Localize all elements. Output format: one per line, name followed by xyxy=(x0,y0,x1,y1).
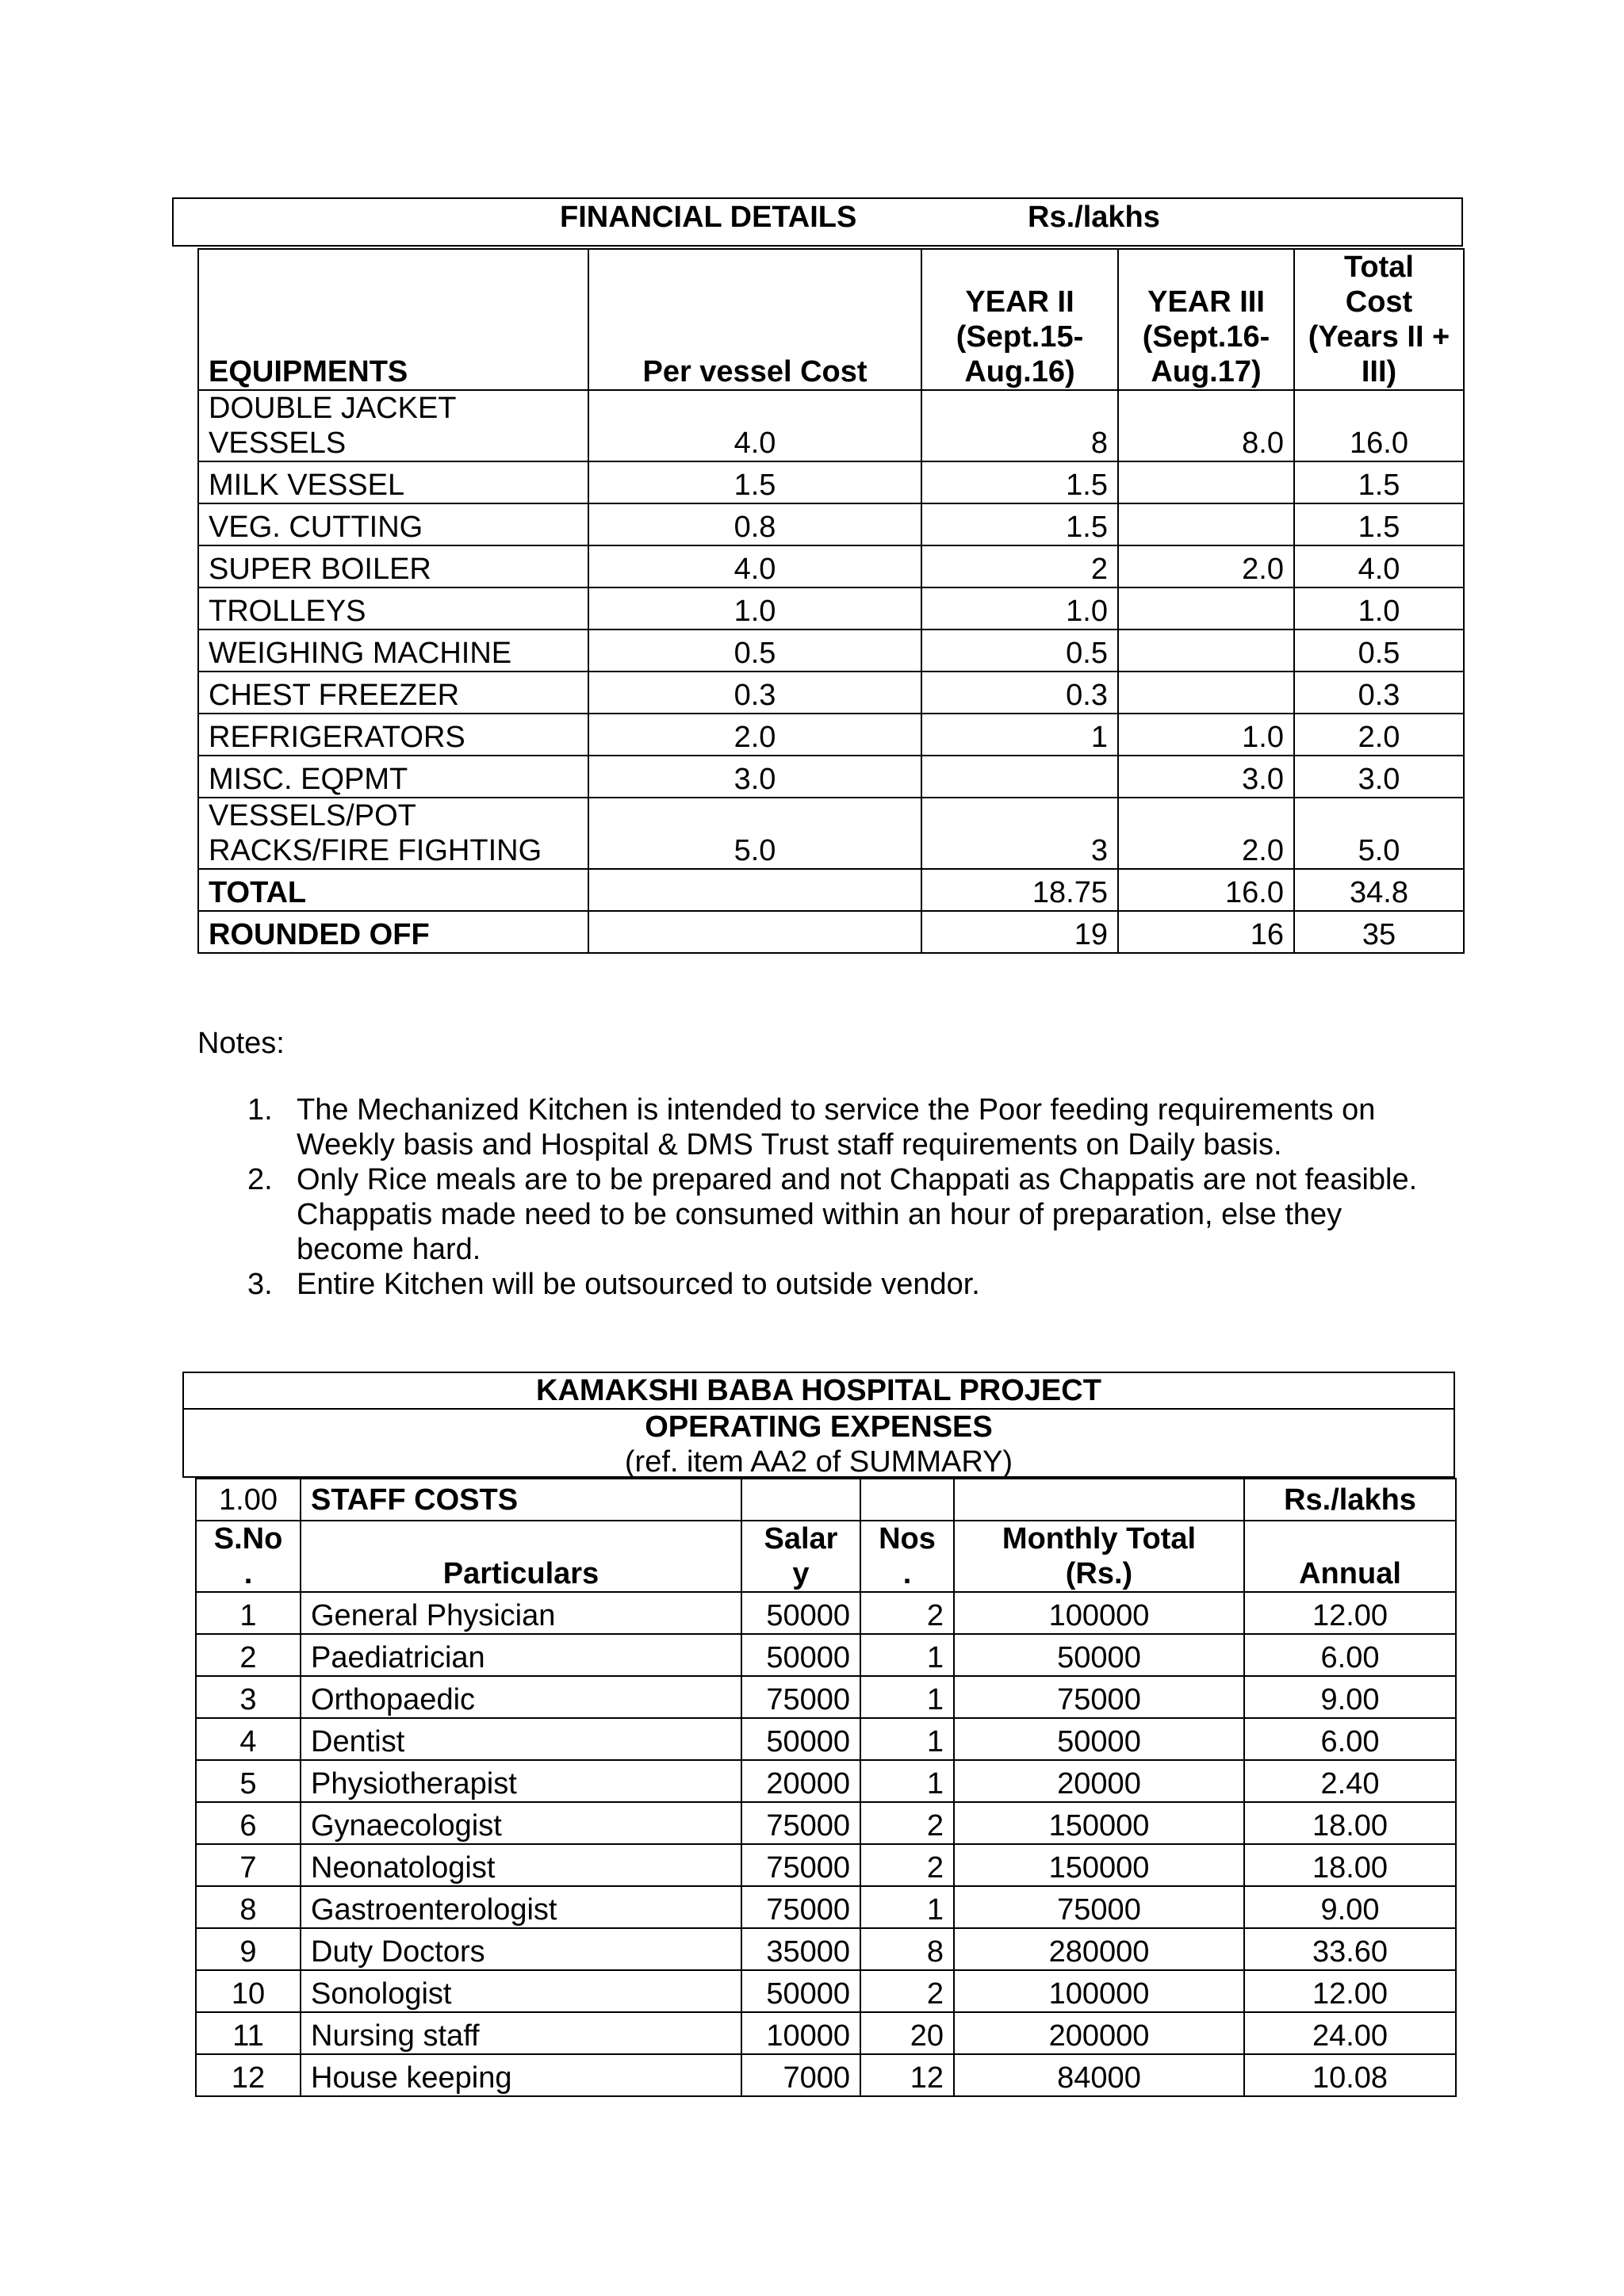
equipment-name: MISC. EQPMT xyxy=(198,756,588,798)
header-year-ii: YEAR II (Sept.15- Aug.16) xyxy=(921,249,1118,390)
header-year-iii: YEAR III (Sept.16- Aug.17) xyxy=(1118,249,1294,390)
staff-particulars: House keeping xyxy=(301,2054,741,2096)
equipment-name: WEIGHING MACHINE xyxy=(198,629,588,672)
staff-sno: 3 xyxy=(196,1676,301,1718)
year-iii-cost: 2.0 xyxy=(1118,545,1294,587)
total-cost: 3.0 xyxy=(1294,756,1464,798)
rounded-off-row xyxy=(198,911,1464,953)
staff-annual: 2.40 xyxy=(1244,1760,1456,1802)
per-vessel-cost: 2.0 xyxy=(588,714,921,756)
year-iii-cost: 3.0 xyxy=(1118,756,1294,798)
year-ii-cost: 0.3 xyxy=(921,672,1118,714)
year-ii-cost xyxy=(921,756,1118,798)
empty-cell xyxy=(860,1479,954,1521)
header-nos: Nos . xyxy=(860,1521,954,1592)
financial-unit: Rs./lakhs xyxy=(1028,201,1160,234)
year-iii-cost xyxy=(1118,503,1294,545)
staff-particulars: Neonatologist xyxy=(301,1844,741,1886)
empty-cell xyxy=(741,1479,860,1521)
empty-cell xyxy=(588,869,921,911)
staff-nos: 1 xyxy=(860,1718,954,1760)
staff-sno: 6 xyxy=(196,1802,301,1844)
equipment-row xyxy=(198,798,1464,869)
per-vessel-cost: 4.0 xyxy=(588,545,921,587)
staff-monthly-total: 75000 xyxy=(954,1886,1244,1928)
equipment-name: MILK VESSEL xyxy=(198,461,588,503)
staff-sno: 4 xyxy=(196,1718,301,1760)
note-text: Entire Kitchen will be outsourced to outside vendor. xyxy=(297,1268,980,1301)
per-vessel-cost: 5.0 xyxy=(588,798,921,869)
total-cost: 1.5 xyxy=(1294,461,1464,503)
staff-monthly-total: 280000 xyxy=(954,1928,1244,1970)
year-ii-cost: 0.5 xyxy=(921,629,1118,672)
equipment-row xyxy=(198,545,1464,587)
staff-particulars: Paediatrician xyxy=(301,1634,741,1676)
year-iii-cost xyxy=(1118,672,1294,714)
staff-salary: 50000 xyxy=(741,1970,860,2012)
staff-costs-section-row xyxy=(196,1479,1456,1521)
total-cost: 16.0 xyxy=(1294,390,1464,461)
equipment-name: DOUBLE JACKET VESSELS xyxy=(198,390,588,461)
staff-annual: 24.00 xyxy=(1244,2012,1456,2054)
staff-nos: 8 xyxy=(860,1928,954,1970)
staff-monthly-total: 200000 xyxy=(954,2012,1244,2054)
empty-cell xyxy=(588,911,921,953)
per-vessel-cost: 3.0 xyxy=(588,756,921,798)
staff-costs-header-row xyxy=(196,1521,1456,1592)
staff-row xyxy=(196,2012,1456,2054)
staff-particulars: Nursing staff xyxy=(301,2012,741,2054)
staff-annual: 6.00 xyxy=(1244,1634,1456,1676)
total-row-label: TOTAL xyxy=(198,869,588,911)
staff-salary: 7000 xyxy=(741,2054,860,2096)
staff-row xyxy=(196,1886,1456,1928)
year-iii-cost: 1.0 xyxy=(1118,714,1294,756)
total-cost: 0.5 xyxy=(1294,629,1464,672)
financial-table xyxy=(197,248,1465,954)
year-ii-cost: 1.5 xyxy=(921,461,1118,503)
staff-annual: 12.00 xyxy=(1244,1592,1456,1634)
year-ii-cost: 19 xyxy=(921,911,1118,953)
empty-cell xyxy=(954,1479,1244,1521)
header-total-cost: Total Cost (Years II + III) xyxy=(1294,249,1464,390)
header-salary: Salar y xyxy=(741,1521,860,1592)
staff-monthly-total: 100000 xyxy=(954,1970,1244,2012)
staff-particulars: Orthopaedic xyxy=(301,1676,741,1718)
section-number: 1.00 xyxy=(196,1479,301,1521)
year-ii-cost: 3 xyxy=(921,798,1118,869)
staff-nos: 2 xyxy=(860,1970,954,2012)
note-number: 2. xyxy=(247,1163,273,1196)
staff-salary: 20000 xyxy=(741,1760,860,1802)
staff-sno: 2 xyxy=(196,1634,301,1676)
operating-reference: (ref. item AA2 of SUMMARY) xyxy=(624,1445,1013,1479)
equipment-row xyxy=(198,756,1464,798)
header-per-vessel-cost: Per vessel Cost xyxy=(588,249,921,390)
year-iii-cost: 2.0 xyxy=(1118,798,1294,869)
staff-nos: 20 xyxy=(860,2012,954,2054)
staff-salary: 35000 xyxy=(741,1928,860,1970)
equipment-name: TROLLEYS xyxy=(198,587,588,629)
equipment-name: REFRIGERATORS xyxy=(198,714,588,756)
staff-nos: 1 xyxy=(860,1886,954,1928)
year-iii-cost: 16.0 xyxy=(1118,869,1294,911)
year-ii-cost: 1.0 xyxy=(921,587,1118,629)
staff-particulars: General Physician xyxy=(301,1592,741,1634)
staff-sno: 1 xyxy=(196,1592,301,1634)
staff-monthly-total: 75000 xyxy=(954,1676,1244,1718)
staff-salary: 50000 xyxy=(741,1634,860,1676)
staff-sno: 10 xyxy=(196,1970,301,2012)
header-equipments: EQUIPMENTS xyxy=(198,249,588,390)
note-item xyxy=(247,1267,1484,1302)
staff-salary: 50000 xyxy=(741,1592,860,1634)
staff-salary: 75000 xyxy=(741,1886,860,1928)
total-cost: 2.0 xyxy=(1294,714,1464,756)
staff-annual: 18.00 xyxy=(1244,1844,1456,1886)
header-monthly-total: Monthly Total (Rs.) xyxy=(954,1521,1244,1592)
staff-particulars: Gynaecologist xyxy=(301,1802,741,1844)
year-iii-cost xyxy=(1118,629,1294,672)
note-item xyxy=(247,1093,1484,1162)
total-cost: 35 xyxy=(1294,911,1464,953)
staff-particulars: Dentist xyxy=(301,1718,741,1760)
staff-nos: 2 xyxy=(860,1592,954,1634)
year-ii-cost: 1.5 xyxy=(921,503,1118,545)
staff-nos: 2 xyxy=(860,1802,954,1844)
staff-nos: 2 xyxy=(860,1844,954,1886)
staff-monthly-total: 150000 xyxy=(954,1844,1244,1886)
equipment-name: CHEST FREEZER xyxy=(198,672,588,714)
staff-annual: 18.00 xyxy=(1244,1802,1456,1844)
year-ii-cost: 8 xyxy=(921,390,1118,461)
year-iii-cost xyxy=(1118,461,1294,503)
staff-monthly-total: 150000 xyxy=(954,1802,1244,1844)
header-particulars: Particulars xyxy=(301,1521,741,1592)
equipment-row xyxy=(198,461,1464,503)
staff-row xyxy=(196,1592,1456,1634)
staff-salary: 75000 xyxy=(741,1802,860,1844)
staff-row xyxy=(196,1970,1456,2012)
year-ii-cost: 2 xyxy=(921,545,1118,587)
total-cost: 1.0 xyxy=(1294,587,1464,629)
year-iii-cost xyxy=(1118,587,1294,629)
staff-annual: 33.60 xyxy=(1244,1928,1456,1970)
per-vessel-cost: 4.0 xyxy=(588,390,921,461)
equipment-row xyxy=(198,587,1464,629)
staff-nos: 1 xyxy=(860,1634,954,1676)
operating-project-title: KAMAKSHI BABA HOSPITAL PROJECT xyxy=(536,1374,1101,1407)
staff-sno: 8 xyxy=(196,1886,301,1928)
staff-nos: 1 xyxy=(860,1676,954,1718)
year-iii-cost: 8.0 xyxy=(1118,390,1294,461)
year-ii-cost: 18.75 xyxy=(921,869,1118,911)
staff-sno: 9 xyxy=(196,1928,301,1970)
total-cost: 0.3 xyxy=(1294,672,1464,714)
staff-sno: 7 xyxy=(196,1844,301,1886)
total-cost: 4.0 xyxy=(1294,545,1464,587)
staff-row xyxy=(196,1802,1456,1844)
operating-subtitle: OPERATING EXPENSES xyxy=(645,1410,993,1444)
staff-row xyxy=(196,2054,1456,2096)
header-annual: Annual xyxy=(1244,1521,1456,1592)
staff-nos: 12 xyxy=(860,2054,954,2096)
notes-label: Notes: xyxy=(197,1027,285,1060)
staff-annual: 6.00 xyxy=(1244,1718,1456,1760)
staff-monthly-total: 50000 xyxy=(954,1634,1244,1676)
note-text: The Mechanized Kitchen is intended to service the Poor feeding requirements on Weekly basis and Hospital & DMS Trust staff requirements on Daily basis. xyxy=(297,1093,1376,1161)
equipment-name: VESSELS/POT RACKS/FIRE FIGHTING xyxy=(198,798,588,869)
year-iii-cost: 16 xyxy=(1118,911,1294,953)
note-number: 3. xyxy=(247,1268,273,1301)
section-label: STAFF COSTS xyxy=(301,1479,741,1521)
total-cost: 1.5 xyxy=(1294,503,1464,545)
staff-row xyxy=(196,1844,1456,1886)
staff-annual: 9.00 xyxy=(1244,1676,1456,1718)
notes-list xyxy=(247,1093,1484,1302)
per-vessel-cost: 1.0 xyxy=(588,587,921,629)
staff-particulars: Duty Doctors xyxy=(301,1928,741,1970)
staff-annual: 9.00 xyxy=(1244,1886,1456,1928)
equipment-row xyxy=(198,714,1464,756)
staff-monthly-total: 100000 xyxy=(954,1592,1244,1634)
staff-monthly-total: 50000 xyxy=(954,1718,1244,1760)
staff-sno: 12 xyxy=(196,2054,301,2096)
total-cost: 34.8 xyxy=(1294,869,1464,911)
staff-sno: 11 xyxy=(196,2012,301,2054)
equipment-row xyxy=(198,503,1464,545)
staff-row xyxy=(196,1676,1456,1718)
staff-salary: 50000 xyxy=(741,1718,860,1760)
per-vessel-cost: 1.5 xyxy=(588,461,921,503)
financial-title: FINANCIAL DETAILS xyxy=(560,201,857,234)
total-cost: 5.0 xyxy=(1294,798,1464,869)
financial-header-row xyxy=(198,249,1464,390)
equipment-row xyxy=(198,629,1464,672)
note-text: Only Rice meals are to be prepared and not Chappati as Chappatis are not feasible. Chappatis made need to be consumed within an hour of preparation, else they become hard. xyxy=(297,1163,1418,1266)
per-vessel-cost: 0.5 xyxy=(588,629,921,672)
equipment-row xyxy=(198,672,1464,714)
staff-monthly-total: 84000 xyxy=(954,2054,1244,2096)
staff-sno: 5 xyxy=(196,1760,301,1802)
equipment-name: SUPER BOILER xyxy=(198,545,588,587)
equipment-row xyxy=(198,390,1464,461)
staff-annual: 10.08 xyxy=(1244,2054,1456,2096)
staff-row xyxy=(196,1634,1456,1676)
rounded-off-row-label: ROUNDED OFF xyxy=(198,911,588,953)
staff-particulars: Gastroenterologist xyxy=(301,1886,741,1928)
staff-salary: 10000 xyxy=(741,2012,860,2054)
staff-salary: 75000 xyxy=(741,1844,860,1886)
note-number: 1. xyxy=(247,1093,273,1127)
staff-row xyxy=(196,1928,1456,1970)
staff-row xyxy=(196,1718,1456,1760)
staff-particulars: Physiotherapist xyxy=(301,1760,741,1802)
per-vessel-cost: 0.8 xyxy=(588,503,921,545)
note-item xyxy=(247,1162,1484,1267)
per-vessel-cost: 0.3 xyxy=(588,672,921,714)
staff-nos: 1 xyxy=(860,1760,954,1802)
total-row xyxy=(198,869,1464,911)
section-unit: Rs./lakhs xyxy=(1244,1479,1456,1521)
staff-row xyxy=(196,1760,1456,1802)
staff-particulars: Sonologist xyxy=(301,1970,741,2012)
header-sno: S.No . xyxy=(196,1521,301,1592)
staff-costs-table xyxy=(195,1478,1457,2097)
year-ii-cost: 1 xyxy=(921,714,1118,756)
staff-salary: 75000 xyxy=(741,1676,860,1718)
staff-monthly-total: 20000 xyxy=(954,1760,1244,1802)
staff-annual: 12.00 xyxy=(1244,1970,1456,2012)
equipment-name: VEG. CUTTING xyxy=(198,503,588,545)
